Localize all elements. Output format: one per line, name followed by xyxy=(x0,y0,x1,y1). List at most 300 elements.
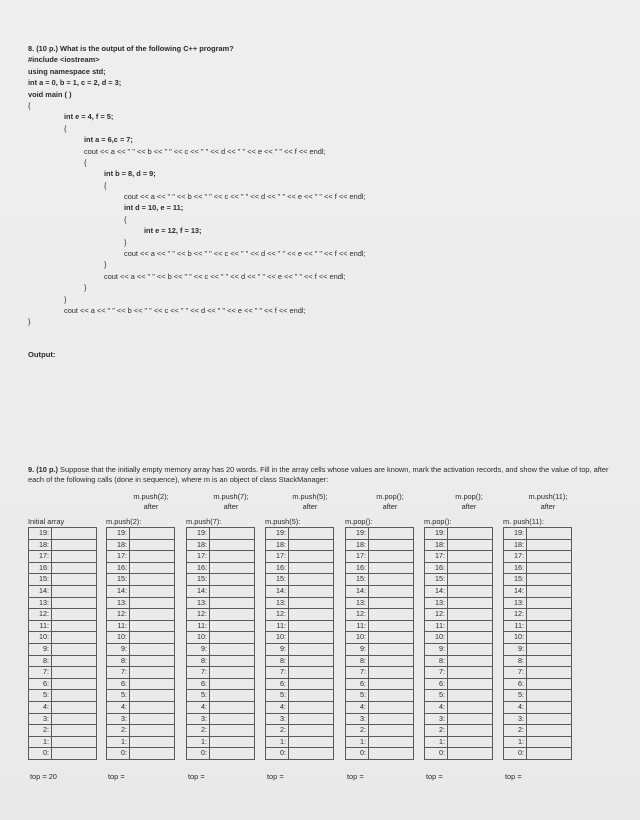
cell-index: 19: xyxy=(107,528,130,540)
array-row xyxy=(29,632,97,644)
array-row xyxy=(425,701,493,713)
cell-value[interactable] xyxy=(448,678,493,690)
cell-value[interactable] xyxy=(130,597,175,609)
array-label: m.push(7): xyxy=(186,517,222,526)
cell-index: 19: xyxy=(425,528,448,540)
cell-index: 17: xyxy=(504,551,527,563)
code-line: cout << a << " " << b << " " << c << " " << d << " " << e << " " << f << endl; xyxy=(84,146,326,156)
cell-index: 19: xyxy=(187,528,210,540)
cell-value[interactable] xyxy=(52,725,97,737)
array-row xyxy=(346,528,414,540)
cell-index: 6: xyxy=(425,678,448,690)
cell-index: 16: xyxy=(187,562,210,574)
array-row xyxy=(266,713,334,725)
top-value: top = 20 xyxy=(30,772,57,781)
cell-index: 4: xyxy=(504,701,527,713)
cell-index: 10: xyxy=(504,632,527,644)
array-row xyxy=(266,690,334,702)
cell-value[interactable] xyxy=(210,585,255,597)
cell-index: 14: xyxy=(187,585,210,597)
array-row xyxy=(187,678,255,690)
cell-value[interactable] xyxy=(527,690,572,702)
cell-value[interactable] xyxy=(130,725,175,737)
cell-value[interactable] xyxy=(448,736,493,748)
cell-value[interactable] xyxy=(289,632,334,644)
cell-value[interactable] xyxy=(369,551,414,563)
cell-value[interactable] xyxy=(369,528,414,540)
array-row xyxy=(346,701,414,713)
cell-value[interactable] xyxy=(448,725,493,737)
array-row xyxy=(107,539,175,551)
cell-index: 9: xyxy=(107,643,130,655)
array-row xyxy=(29,528,97,540)
array-row xyxy=(425,597,493,609)
cell-index: 13: xyxy=(346,597,369,609)
cell-value[interactable] xyxy=(289,701,334,713)
cell-value[interactable] xyxy=(130,655,175,667)
cell-value[interactable] xyxy=(527,562,572,574)
array-row xyxy=(107,585,175,597)
array-row xyxy=(187,539,255,551)
cell-index: 2: xyxy=(504,725,527,737)
array-label: m.pop(): xyxy=(424,517,452,526)
cell-value[interactable] xyxy=(52,701,97,713)
cell-index: 2: xyxy=(346,725,369,737)
cell-index: 5: xyxy=(425,690,448,702)
cell-index: 5: xyxy=(107,690,130,702)
array-row xyxy=(187,748,255,760)
cell-value[interactable] xyxy=(527,667,572,679)
cell-index: 18: xyxy=(504,539,527,551)
after-label: after xyxy=(540,502,556,511)
question-8 xyxy=(28,43,366,328)
code-line: cout << a << " " << b << " " << c << " " << d << " " << e << " " << f << endl; xyxy=(124,192,366,202)
call-name: m.push(7); xyxy=(213,492,249,501)
cell-value[interactable] xyxy=(369,574,414,586)
cell-value[interactable] xyxy=(289,725,334,737)
code-line: int b = 8, d = 9; xyxy=(104,169,156,179)
cell-value[interactable] xyxy=(52,713,97,725)
cell-value[interactable] xyxy=(52,620,97,632)
array-row xyxy=(346,690,414,702)
cell-value[interactable] xyxy=(52,748,97,760)
cell-value[interactable] xyxy=(369,632,414,644)
cell-value[interactable] xyxy=(448,632,493,644)
cell-value[interactable] xyxy=(527,609,572,621)
cell-value[interactable] xyxy=(210,609,255,621)
cell-value[interactable] xyxy=(448,667,493,679)
cell-index: 17: xyxy=(346,551,369,563)
call-name: m.pop(); xyxy=(376,492,404,501)
array-row xyxy=(346,655,414,667)
cell-value[interactable] xyxy=(369,655,414,667)
cell-value[interactable] xyxy=(52,736,97,748)
array-row xyxy=(187,620,255,632)
array-row xyxy=(29,713,97,725)
array-row xyxy=(187,609,255,621)
array-row xyxy=(346,632,414,644)
cell-index: 19: xyxy=(266,528,289,540)
cell-value[interactable] xyxy=(527,528,572,540)
array-row xyxy=(346,609,414,621)
cell-value[interactable] xyxy=(130,585,175,597)
cell-index: 7: xyxy=(107,667,130,679)
array-row xyxy=(425,632,493,644)
cell-index: 4: xyxy=(187,701,210,713)
cell-index: 8: xyxy=(266,655,289,667)
cell-index: 7: xyxy=(29,667,52,679)
cell-index: 10: xyxy=(187,632,210,644)
cell-index: 0: xyxy=(346,748,369,760)
array-row xyxy=(266,539,334,551)
cell-index: 18: xyxy=(346,539,369,551)
cell-value[interactable] xyxy=(210,562,255,574)
cell-value[interactable] xyxy=(289,678,334,690)
array-row xyxy=(425,690,493,702)
cell-value[interactable] xyxy=(52,655,97,667)
cell-value[interactable] xyxy=(289,690,334,702)
cell-index: 12: xyxy=(346,609,369,621)
cell-value[interactable] xyxy=(210,539,255,551)
cell-value[interactable] xyxy=(527,748,572,760)
cell-index: 4: xyxy=(107,701,130,713)
cell-value[interactable] xyxy=(52,678,97,690)
cell-value[interactable] xyxy=(130,562,175,574)
cell-value[interactable] xyxy=(210,690,255,702)
cell-value[interactable] xyxy=(210,574,255,586)
code-line: { xyxy=(104,180,107,190)
array-row xyxy=(425,539,493,551)
cell-index: 10: xyxy=(107,632,130,644)
array-row xyxy=(504,667,572,679)
cell-index: 11: xyxy=(425,620,448,632)
cell-value[interactable] xyxy=(130,713,175,725)
cell-value[interactable] xyxy=(52,574,97,586)
code-line: } xyxy=(84,283,87,293)
cell-value[interactable] xyxy=(369,585,414,597)
array-row xyxy=(504,539,572,551)
cell-index: 2: xyxy=(107,725,130,737)
array-row xyxy=(504,574,572,586)
cell-value[interactable] xyxy=(289,748,334,760)
cell-value[interactable] xyxy=(448,562,493,574)
cell-value[interactable] xyxy=(448,551,493,563)
cell-value[interactable] xyxy=(210,620,255,632)
array-row xyxy=(107,609,175,621)
cell-value[interactable] xyxy=(130,620,175,632)
array-row xyxy=(107,736,175,748)
array-row xyxy=(425,562,493,574)
cell-value[interactable] xyxy=(369,667,414,679)
cell-value[interactable] xyxy=(210,643,255,655)
array-row xyxy=(29,655,97,667)
cell-value[interactable] xyxy=(210,725,255,737)
cell-index: 16: xyxy=(346,562,369,574)
array-row xyxy=(187,528,255,540)
top-value: top = xyxy=(347,772,364,781)
cell-value[interactable] xyxy=(210,655,255,667)
cell-index: 12: xyxy=(187,609,210,621)
cell-index: 13: xyxy=(425,597,448,609)
cell-index: 17: xyxy=(107,551,130,563)
array-label: m.push(2): xyxy=(106,517,142,526)
array-table xyxy=(28,527,97,760)
array-row xyxy=(266,562,334,574)
cell-value[interactable] xyxy=(130,539,175,551)
cell-index: 16: xyxy=(107,562,130,574)
cell-index: 5: xyxy=(29,690,52,702)
cell-index: 19: xyxy=(346,528,369,540)
cell-index: 3: xyxy=(107,713,130,725)
cell-index: 11: xyxy=(29,620,52,632)
cell-index: 8: xyxy=(346,655,369,667)
array-row xyxy=(425,528,493,540)
top-value: top = xyxy=(426,772,443,781)
array-row xyxy=(107,632,175,644)
cell-value[interactable] xyxy=(289,551,334,563)
array-label: m.push(5): xyxy=(265,517,301,526)
memory-array xyxy=(28,517,97,760)
cell-value[interactable] xyxy=(448,643,493,655)
code-line: cout << a << " " << b << " " << c << " " << d << " " << e << " " << f << endl; xyxy=(64,305,306,315)
cell-value[interactable] xyxy=(289,585,334,597)
array-row xyxy=(425,748,493,760)
cell-value[interactable] xyxy=(289,655,334,667)
array-row xyxy=(425,713,493,725)
cell-value[interactable] xyxy=(289,736,334,748)
cell-value[interactable] xyxy=(210,748,255,760)
array-row xyxy=(107,643,175,655)
cell-value[interactable] xyxy=(369,609,414,621)
cell-index: 1: xyxy=(266,736,289,748)
array-row xyxy=(504,597,572,609)
call-header xyxy=(275,492,345,512)
cell-value[interactable] xyxy=(52,539,97,551)
question-8-heading: 8. (10 p.) What is the output of the following C++ program? xyxy=(28,44,234,53)
cell-value[interactable] xyxy=(448,585,493,597)
cell-value[interactable] xyxy=(369,748,414,760)
cell-value[interactable] xyxy=(210,701,255,713)
cell-value[interactable] xyxy=(448,620,493,632)
cell-index: 4: xyxy=(266,701,289,713)
array-row xyxy=(29,597,97,609)
cell-value[interactable] xyxy=(210,551,255,563)
array-row xyxy=(425,585,493,597)
cell-index: 1: xyxy=(346,736,369,748)
cell-value[interactable] xyxy=(527,678,572,690)
cell-value[interactable] xyxy=(289,609,334,621)
cell-index: 7: xyxy=(346,667,369,679)
array-row xyxy=(425,620,493,632)
cell-value[interactable] xyxy=(210,678,255,690)
cell-value[interactable] xyxy=(448,597,493,609)
cell-value[interactable] xyxy=(289,597,334,609)
cell-value[interactable] xyxy=(527,725,572,737)
cell-value[interactable] xyxy=(527,539,572,551)
cell-value[interactable] xyxy=(448,528,493,540)
cell-index: 9: xyxy=(346,643,369,655)
cell-index: 15: xyxy=(187,574,210,586)
cell-value[interactable] xyxy=(130,643,175,655)
cell-index: 2: xyxy=(29,725,52,737)
cell-value[interactable] xyxy=(52,690,97,702)
cell-value[interactable] xyxy=(369,643,414,655)
call-name: m.push(11); xyxy=(528,492,568,501)
array-row xyxy=(425,678,493,690)
code-line: int a = 6,c = 7; xyxy=(84,135,133,145)
cell-index: 2: xyxy=(425,725,448,737)
array-row xyxy=(107,701,175,713)
cell-index: 0: xyxy=(504,748,527,760)
cell-value[interactable] xyxy=(289,574,334,586)
cell-value[interactable] xyxy=(369,701,414,713)
cell-value[interactable] xyxy=(130,632,175,644)
cell-value[interactable] xyxy=(210,667,255,679)
array-row xyxy=(266,551,334,563)
code-line: #include <iostream> xyxy=(28,55,100,65)
call-header xyxy=(434,492,504,512)
cell-value[interactable] xyxy=(527,655,572,667)
array-row xyxy=(107,528,175,540)
cell-value[interactable] xyxy=(52,551,97,563)
cell-value[interactable] xyxy=(448,713,493,725)
code-line: cout << a << " " << b << " " << c << " " << d << " " << e << " " << f << endl; xyxy=(124,249,366,259)
cell-value[interactable] xyxy=(289,643,334,655)
cell-value[interactable] xyxy=(210,713,255,725)
array-row xyxy=(187,667,255,679)
cell-index: 8: xyxy=(29,655,52,667)
cell-value[interactable] xyxy=(527,701,572,713)
array-row xyxy=(346,620,414,632)
cell-index: 9: xyxy=(266,643,289,655)
cell-value[interactable] xyxy=(527,632,572,644)
array-row xyxy=(187,632,255,644)
cell-value[interactable] xyxy=(130,701,175,713)
cell-value[interactable] xyxy=(52,528,97,540)
array-row xyxy=(504,585,572,597)
array-row xyxy=(504,701,572,713)
cell-index: 6: xyxy=(266,678,289,690)
cell-index: 6: xyxy=(504,678,527,690)
array-row xyxy=(187,690,255,702)
cell-value[interactable] xyxy=(210,736,255,748)
cell-value[interactable] xyxy=(130,736,175,748)
array-row xyxy=(346,667,414,679)
cell-value[interactable] xyxy=(52,585,97,597)
cell-value[interactable] xyxy=(527,620,572,632)
cell-value[interactable] xyxy=(289,562,334,574)
cell-value[interactable] xyxy=(52,632,97,644)
cell-index: 5: xyxy=(187,690,210,702)
cell-value[interactable] xyxy=(369,678,414,690)
cell-value[interactable] xyxy=(527,713,572,725)
cell-value[interactable] xyxy=(289,528,334,540)
cell-value[interactable] xyxy=(130,551,175,563)
cell-value[interactable] xyxy=(289,539,334,551)
cell-value[interactable] xyxy=(527,551,572,563)
array-row xyxy=(425,609,493,621)
cell-value[interactable] xyxy=(527,574,572,586)
cell-value[interactable] xyxy=(369,725,414,737)
cell-value[interactable] xyxy=(448,574,493,586)
cell-value[interactable] xyxy=(448,690,493,702)
cell-value[interactable] xyxy=(289,667,334,679)
array-row xyxy=(107,678,175,690)
cell-value[interactable] xyxy=(369,597,414,609)
cell-value[interactable] xyxy=(130,690,175,702)
cell-value[interactable] xyxy=(130,678,175,690)
after-label: after xyxy=(143,502,159,511)
cell-value[interactable] xyxy=(448,609,493,621)
cell-index: 9: xyxy=(187,643,210,655)
cell-value[interactable] xyxy=(369,690,414,702)
array-row xyxy=(504,736,572,748)
cell-value[interactable] xyxy=(369,562,414,574)
cell-index: 0: xyxy=(187,748,210,760)
cell-value[interactable] xyxy=(210,528,255,540)
array-row xyxy=(107,551,175,563)
cell-index: 17: xyxy=(29,551,52,563)
cell-index: 14: xyxy=(504,585,527,597)
cell-value[interactable] xyxy=(52,562,97,574)
cell-value[interactable] xyxy=(448,655,493,667)
cell-value[interactable] xyxy=(527,597,572,609)
cell-index: 9: xyxy=(29,643,52,655)
cell-index: 6: xyxy=(107,678,130,690)
cell-index: 13: xyxy=(187,597,210,609)
cell-index: 17: xyxy=(187,551,210,563)
cell-value[interactable] xyxy=(52,667,97,679)
cell-index: 4: xyxy=(29,701,52,713)
cell-value[interactable] xyxy=(289,620,334,632)
cell-value[interactable] xyxy=(130,667,175,679)
cell-value[interactable] xyxy=(527,643,572,655)
cell-value[interactable] xyxy=(448,748,493,760)
cell-value[interactable] xyxy=(210,597,255,609)
code-line: int a = 0, b = 1, c = 2, d = 3; xyxy=(28,78,122,88)
cell-value[interactable] xyxy=(527,736,572,748)
cell-value[interactable] xyxy=(52,609,97,621)
cell-value[interactable] xyxy=(52,597,97,609)
top-value: top = xyxy=(108,772,125,781)
cell-index: 14: xyxy=(266,585,289,597)
cell-value[interactable] xyxy=(130,574,175,586)
array-row xyxy=(346,643,414,655)
array-row xyxy=(346,748,414,760)
cell-value[interactable] xyxy=(369,539,414,551)
cell-index: 7: xyxy=(504,667,527,679)
cell-value[interactable] xyxy=(369,736,414,748)
cell-value[interactable] xyxy=(448,701,493,713)
cell-index: 14: xyxy=(29,585,52,597)
cell-value[interactable] xyxy=(130,528,175,540)
cell-value[interactable] xyxy=(52,643,97,655)
cell-value[interactable] xyxy=(130,609,175,621)
cell-index: 14: xyxy=(425,585,448,597)
cell-value[interactable] xyxy=(369,620,414,632)
cell-value[interactable] xyxy=(448,539,493,551)
code-line: } xyxy=(64,294,67,304)
cell-value[interactable] xyxy=(369,713,414,725)
cell-value[interactable] xyxy=(130,748,175,760)
cell-value[interactable] xyxy=(289,713,334,725)
cell-value[interactable] xyxy=(210,632,255,644)
question-9-prompt: Suppose that the initially empty memory array has 20 words. Fill in the array cells whose values are known, mark the activation records, and show the value of top, after each of the following calls (done in sequence), where m is an object of class StackManager: xyxy=(28,465,609,484)
memory-array xyxy=(265,517,334,760)
memory-array xyxy=(345,517,414,760)
cell-value[interactable] xyxy=(527,585,572,597)
cell-index: 1: xyxy=(504,736,527,748)
